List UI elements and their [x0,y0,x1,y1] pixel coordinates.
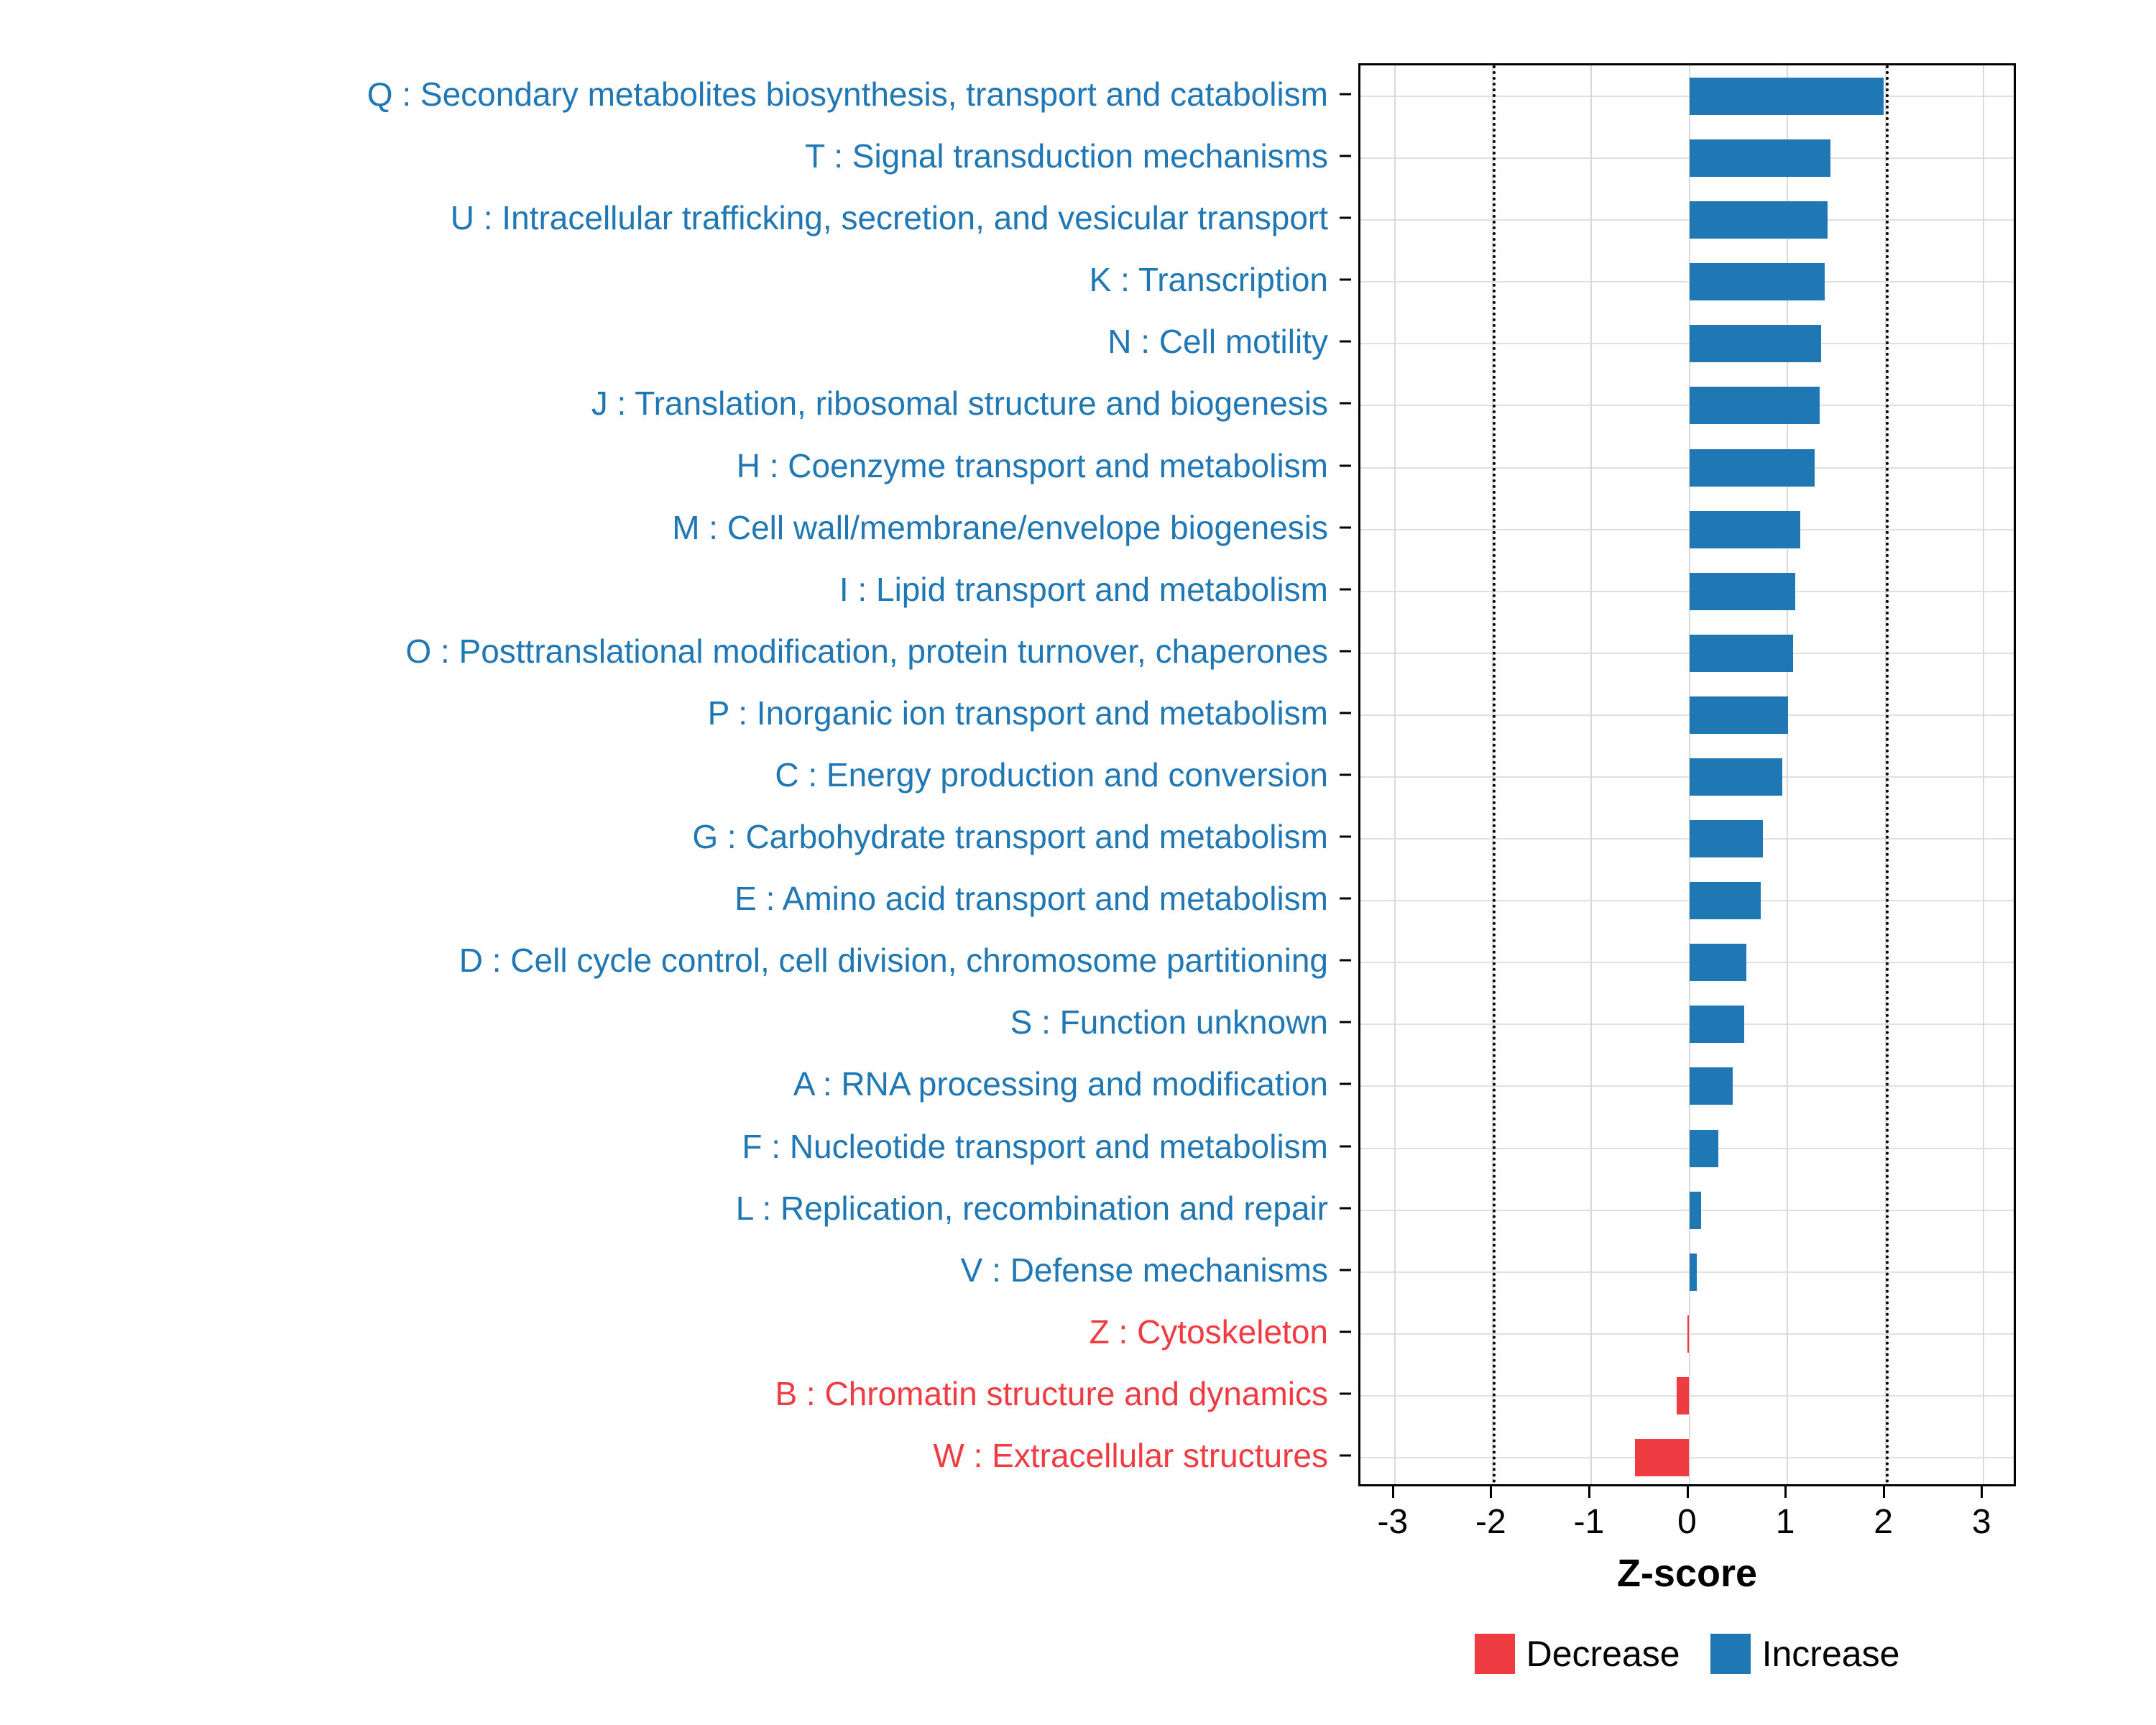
category-tick-mark [1340,341,1351,343]
category-label: O : Posttranslational modification, protein turnover, chaperones [405,632,1328,670]
bar [1690,696,1789,734]
category-label: N : Cell motility [1107,323,1328,361]
category-tick-mark [1340,1207,1351,1209]
category-tick-mark [1340,1392,1351,1394]
category-label: M : Cell wall/membrane/envelope biogenesis [672,508,1328,546]
category-label: F : Nucleotide transport and metabolism [742,1127,1328,1165]
category-label: T : Signal transduction mechanisms [805,137,1328,175]
x-axis-tick [1687,1486,1689,1498]
category-tick-mark [1340,1454,1351,1456]
category-label: U : Intracellular trafficking, secretion, and vesicular transport [450,199,1328,237]
category-label: S : Function unknown [1010,1003,1328,1041]
category-tick-mark [1340,650,1351,652]
bar [1677,1377,1690,1414]
x-axis-tick-label: 0 [1677,1503,1697,1541]
bar [1690,944,1746,981]
bar [1690,263,1825,300]
legend-swatch-decrease-icon [1475,1634,1515,1674]
category-label: G : Carbohydrate transport and metabolism [692,818,1328,856]
category-label: A : RNA processing and modification [793,1065,1328,1103]
category-tick-mark [1340,774,1351,776]
x-axis-tick [1981,1486,1983,1498]
category-tick-mark [1340,712,1351,714]
category-label: H : Coenzyme transport and metabolism [736,446,1328,484]
bar [1635,1439,1689,1476]
bar [1690,820,1763,857]
bar [1687,1315,1690,1353]
bar [1690,387,1820,424]
legend-label-decrease: Decrease [1526,1634,1680,1674]
category-label: W : Extracellular structures [933,1436,1328,1474]
category-tick-mark [1340,1330,1351,1333]
category-tick-mark [1340,960,1351,962]
legend-item-increase [1710,1633,1900,1675]
bar [1690,1192,1701,1229]
bar [1690,758,1783,796]
x-axis-tick [1784,1486,1787,1498]
category-tick-mark [1340,836,1351,838]
category-label: B : Chromatin structure and dynamics [775,1374,1328,1412]
plot-panel [1358,63,2016,1486]
bar [1690,139,1831,177]
category-tick-mark [1340,464,1351,466]
bar [1690,325,1821,362]
bar [1690,635,1794,672]
bar [1690,449,1815,487]
legend [1358,1633,2016,1675]
x-axis-tick [1392,1486,1394,1498]
x-axis-tick-label: 3 [1971,1503,1991,1541]
category-label: L : Replication, recombination and repair [735,1189,1328,1227]
bar [1690,201,1828,239]
category-label: E : Amino acid transport and metabolism [734,880,1328,918]
x-axis-tick-label: -3 [1377,1503,1409,1541]
category-tick-mark [1340,1145,1351,1147]
legend-item-decrease [1475,1633,1680,1675]
x-axis-tick-label: 2 [1874,1503,1893,1541]
category-label: V : Defense mechanisms [960,1251,1328,1289]
x-axis-title: Z-score [1616,1552,1758,1595]
category-label: I : Lipid transport and metabolism [839,570,1328,608]
x-axis-tick [1883,1486,1885,1498]
category-tick-mark [1340,1269,1351,1271]
category-tick-mark [1340,526,1351,528]
x-axis-tick-label: -2 [1475,1503,1506,1541]
category-label: Q : Secondary metabolites biosynthesis, transport and catabolism [367,75,1328,114]
category-tick-mark [1340,588,1351,590]
legend-swatch-increase-icon [1710,1634,1751,1674]
category-tick-mark [1340,1021,1351,1024]
category-label: P : Inorganic ion transport and metabolism [707,694,1328,732]
x-axis-tick [1588,1486,1590,1498]
category-label: Z : Cytoskeleton [1089,1312,1328,1351]
category-tick-mark [1340,93,1351,96]
category-label: D : Cell cycle control, cell division, chromosome partitioning [459,942,1328,980]
category-label: C : Energy production and conversion [775,756,1328,794]
category-tick-mark [1340,155,1351,157]
category-tick-mark [1340,279,1351,281]
bars-layer [1360,65,2014,1484]
category-label: K : Transcription [1089,261,1328,299]
category-tick-mark [1340,898,1351,900]
bar [1690,1130,1719,1167]
x-axis-tick-label: 1 [1775,1503,1795,1541]
bar [1690,511,1800,548]
bar [1690,78,1884,115]
category-axis-labels [0,63,1358,1486]
category-tick-mark [1340,217,1351,219]
bar [1690,1254,1697,1291]
category-tick-mark [1340,1083,1351,1085]
x-axis-ticks [1358,1486,2016,1501]
bar [1690,1006,1744,1043]
legend-label-increase: Increase [1761,1634,1900,1674]
bar [1690,882,1761,919]
x-axis-tick [1490,1486,1492,1498]
bar [1690,1067,1733,1105]
bar [1690,573,1795,610]
category-label: J : Translation, ribosomal structure and biogenesis [591,385,1328,423]
x-axis-tick-label: -1 [1573,1503,1605,1541]
category-tick-mark [1340,402,1351,405]
